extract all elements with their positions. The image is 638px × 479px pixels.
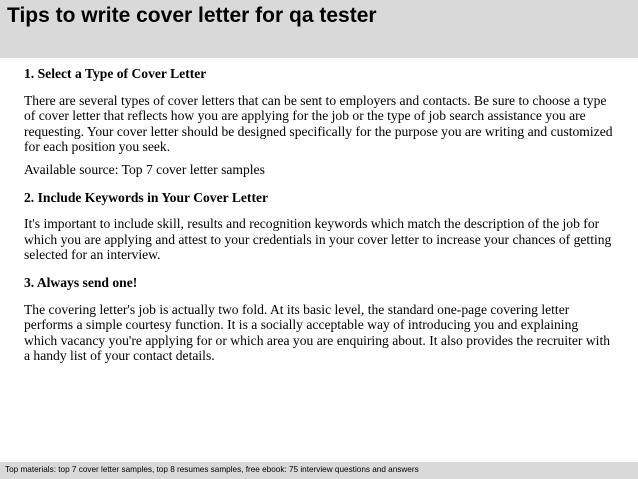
slide-content [24,66,614,371]
section-1-heading: 1. Select a Type of Cover Letter [24,66,207,81]
section-2-heading: 2. Include Keywords in Your Cover Letter [24,189,269,205]
slide-title: Tips to write cover letter for qa tester [7,4,377,27]
footer-text: Top materials: top 7 cover letter samples, top 8 resumes samples, free ebook: 75 interview questions and answers [5,465,419,474]
section-2-paragraph-1: It's important to include skill, results and recognition keywords which match the description of the job for which you are applying and attest to your credentials in your cover letter to increase your chances of getting selected for an interview. [24,216,612,263]
section-3-heading: 3. Always send one! [24,274,138,290]
section-3-paragraph-1: The covering letter's job is actually two fold. At its basic level, the standard one-page covering letter performs a simple courtesy function. It is a socially acceptable way of introducing you and explaining which vacancy you're applying for or which area you are enquiring about. It also provides the recruiter with a handy list of your contact details. [24,301,611,364]
section-1-paragraph-1: There are several types of cover letters that can be sent to employers and contacts. Be sure to choose a type of cover letter that reflects how you are applying for the job or the type of job search assistance you are requesting. Your cover letter should be designed specifically for the purpose you are writing and customized for each position you seek. [24,92,613,155]
section-1-paragraph-2: Available source: Top 7 cover letter samples [24,161,265,177]
